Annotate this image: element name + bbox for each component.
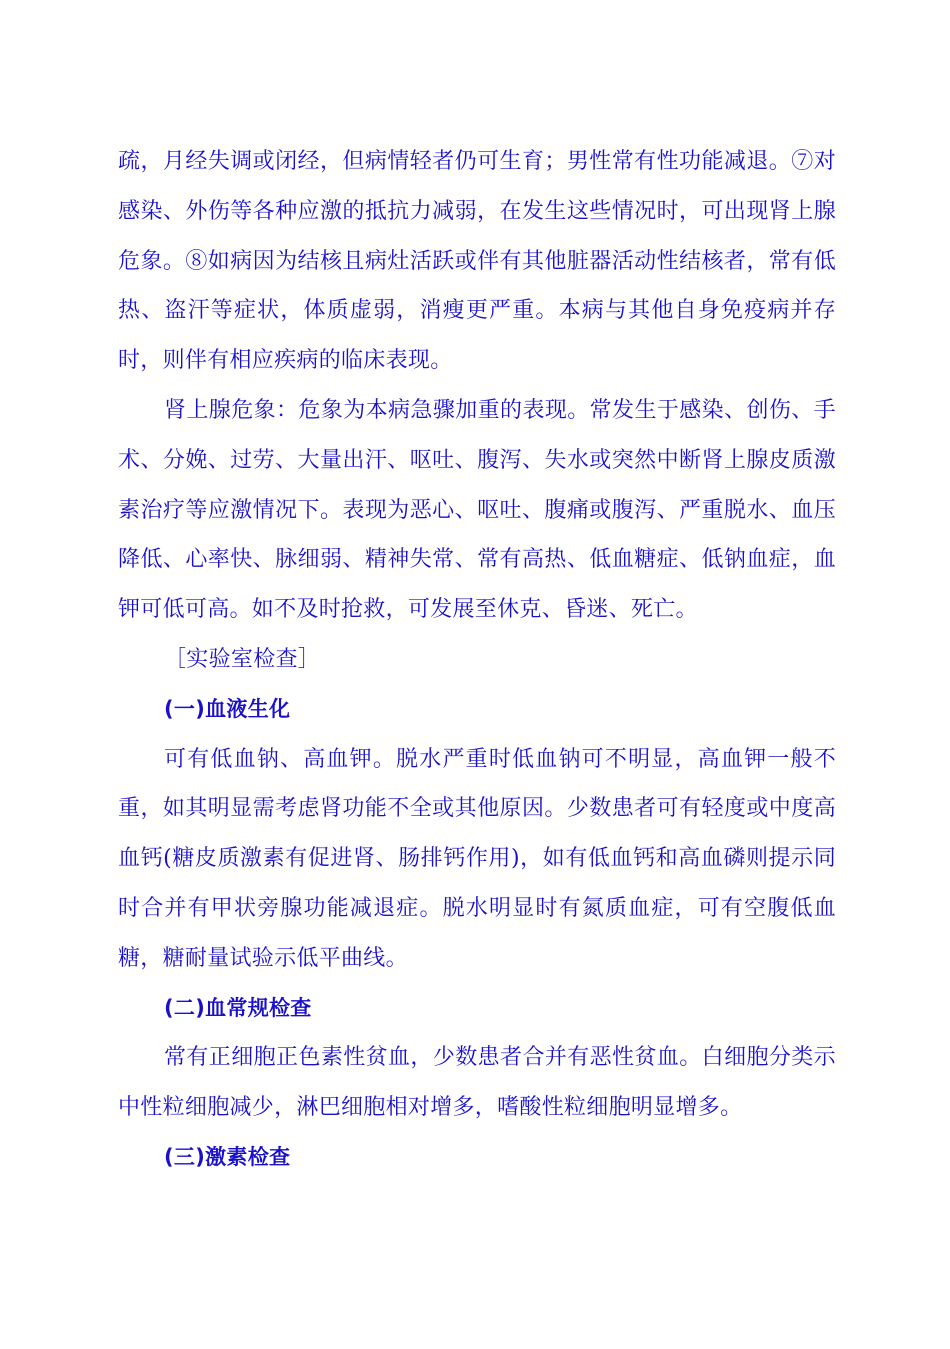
heading-blood-biochemistry: (一)血液生化: [164, 696, 291, 721]
paragraph-adrenal-crisis: 肾上腺危象：危象为本病急骤加重的表现。常发生于感染、创伤、手术、分娩、过劳、大量出汗、呕吐、腹泻、失水或突然中断肾上腺皮质激素治疗等应激情况下。表现为恶心、呕吐、腹痛或腹泻、严重脱水、血压降低、心率快、脉细弱、精神失常、常有高热、低血糖症、低钠血症，血钾可低可高。如不及时抢救，可发展至休克、昏迷、死亡。: [118, 397, 836, 623]
document-body: [118, 137, 836, 1183]
paragraph-blood-biochemistry: 可有低血钠、高血钾。脱水严重时低血钠可不明显，高血钾一般不重，如其明显需考虑肾功能不全或其他原因。少数患者可有轻度或中度高血钙(糖皮质激素有促进肾、肠排钙作用)，如有低血钙和高血磷则提示同时合并有甲状旁腺功能减退症。脱水明显时有氮质血症，可有空腹低血糖，糖耐量试验示低平曲线。: [118, 746, 836, 971]
paragraph-blood-routine: 常有正细胞正色素性贫血，少数患者合并有恶性贫血。白细胞分类示中性粒细胞减少，淋巴细胞相对增多，嗜酸性粒细胞明显增多。: [118, 1045, 836, 1121]
paragraph-symptoms-continued: 疏，月经失调或闭经，但病情轻者仍可生育；男性常有性功能减退。⑦对感染、外伤等各种应激的抵抗力减弱，在发生这些情况时，可出现肾上腺危象。⑧如病因为结核且病灶活跃或伴有其他脏器活动性结核者，常有低热、盗汗等症状，体质虚弱，消瘦更严重。本病与其他自身免疫病并存时，则伴有相应疾病的临床表现。: [118, 149, 836, 374]
heading-blood-routine: (二)血常规检查: [164, 995, 312, 1020]
heading-hormone-test: (三)激素检查: [164, 1144, 291, 1169]
section-title-lab-tests: ［实验室检查］: [164, 646, 321, 672]
